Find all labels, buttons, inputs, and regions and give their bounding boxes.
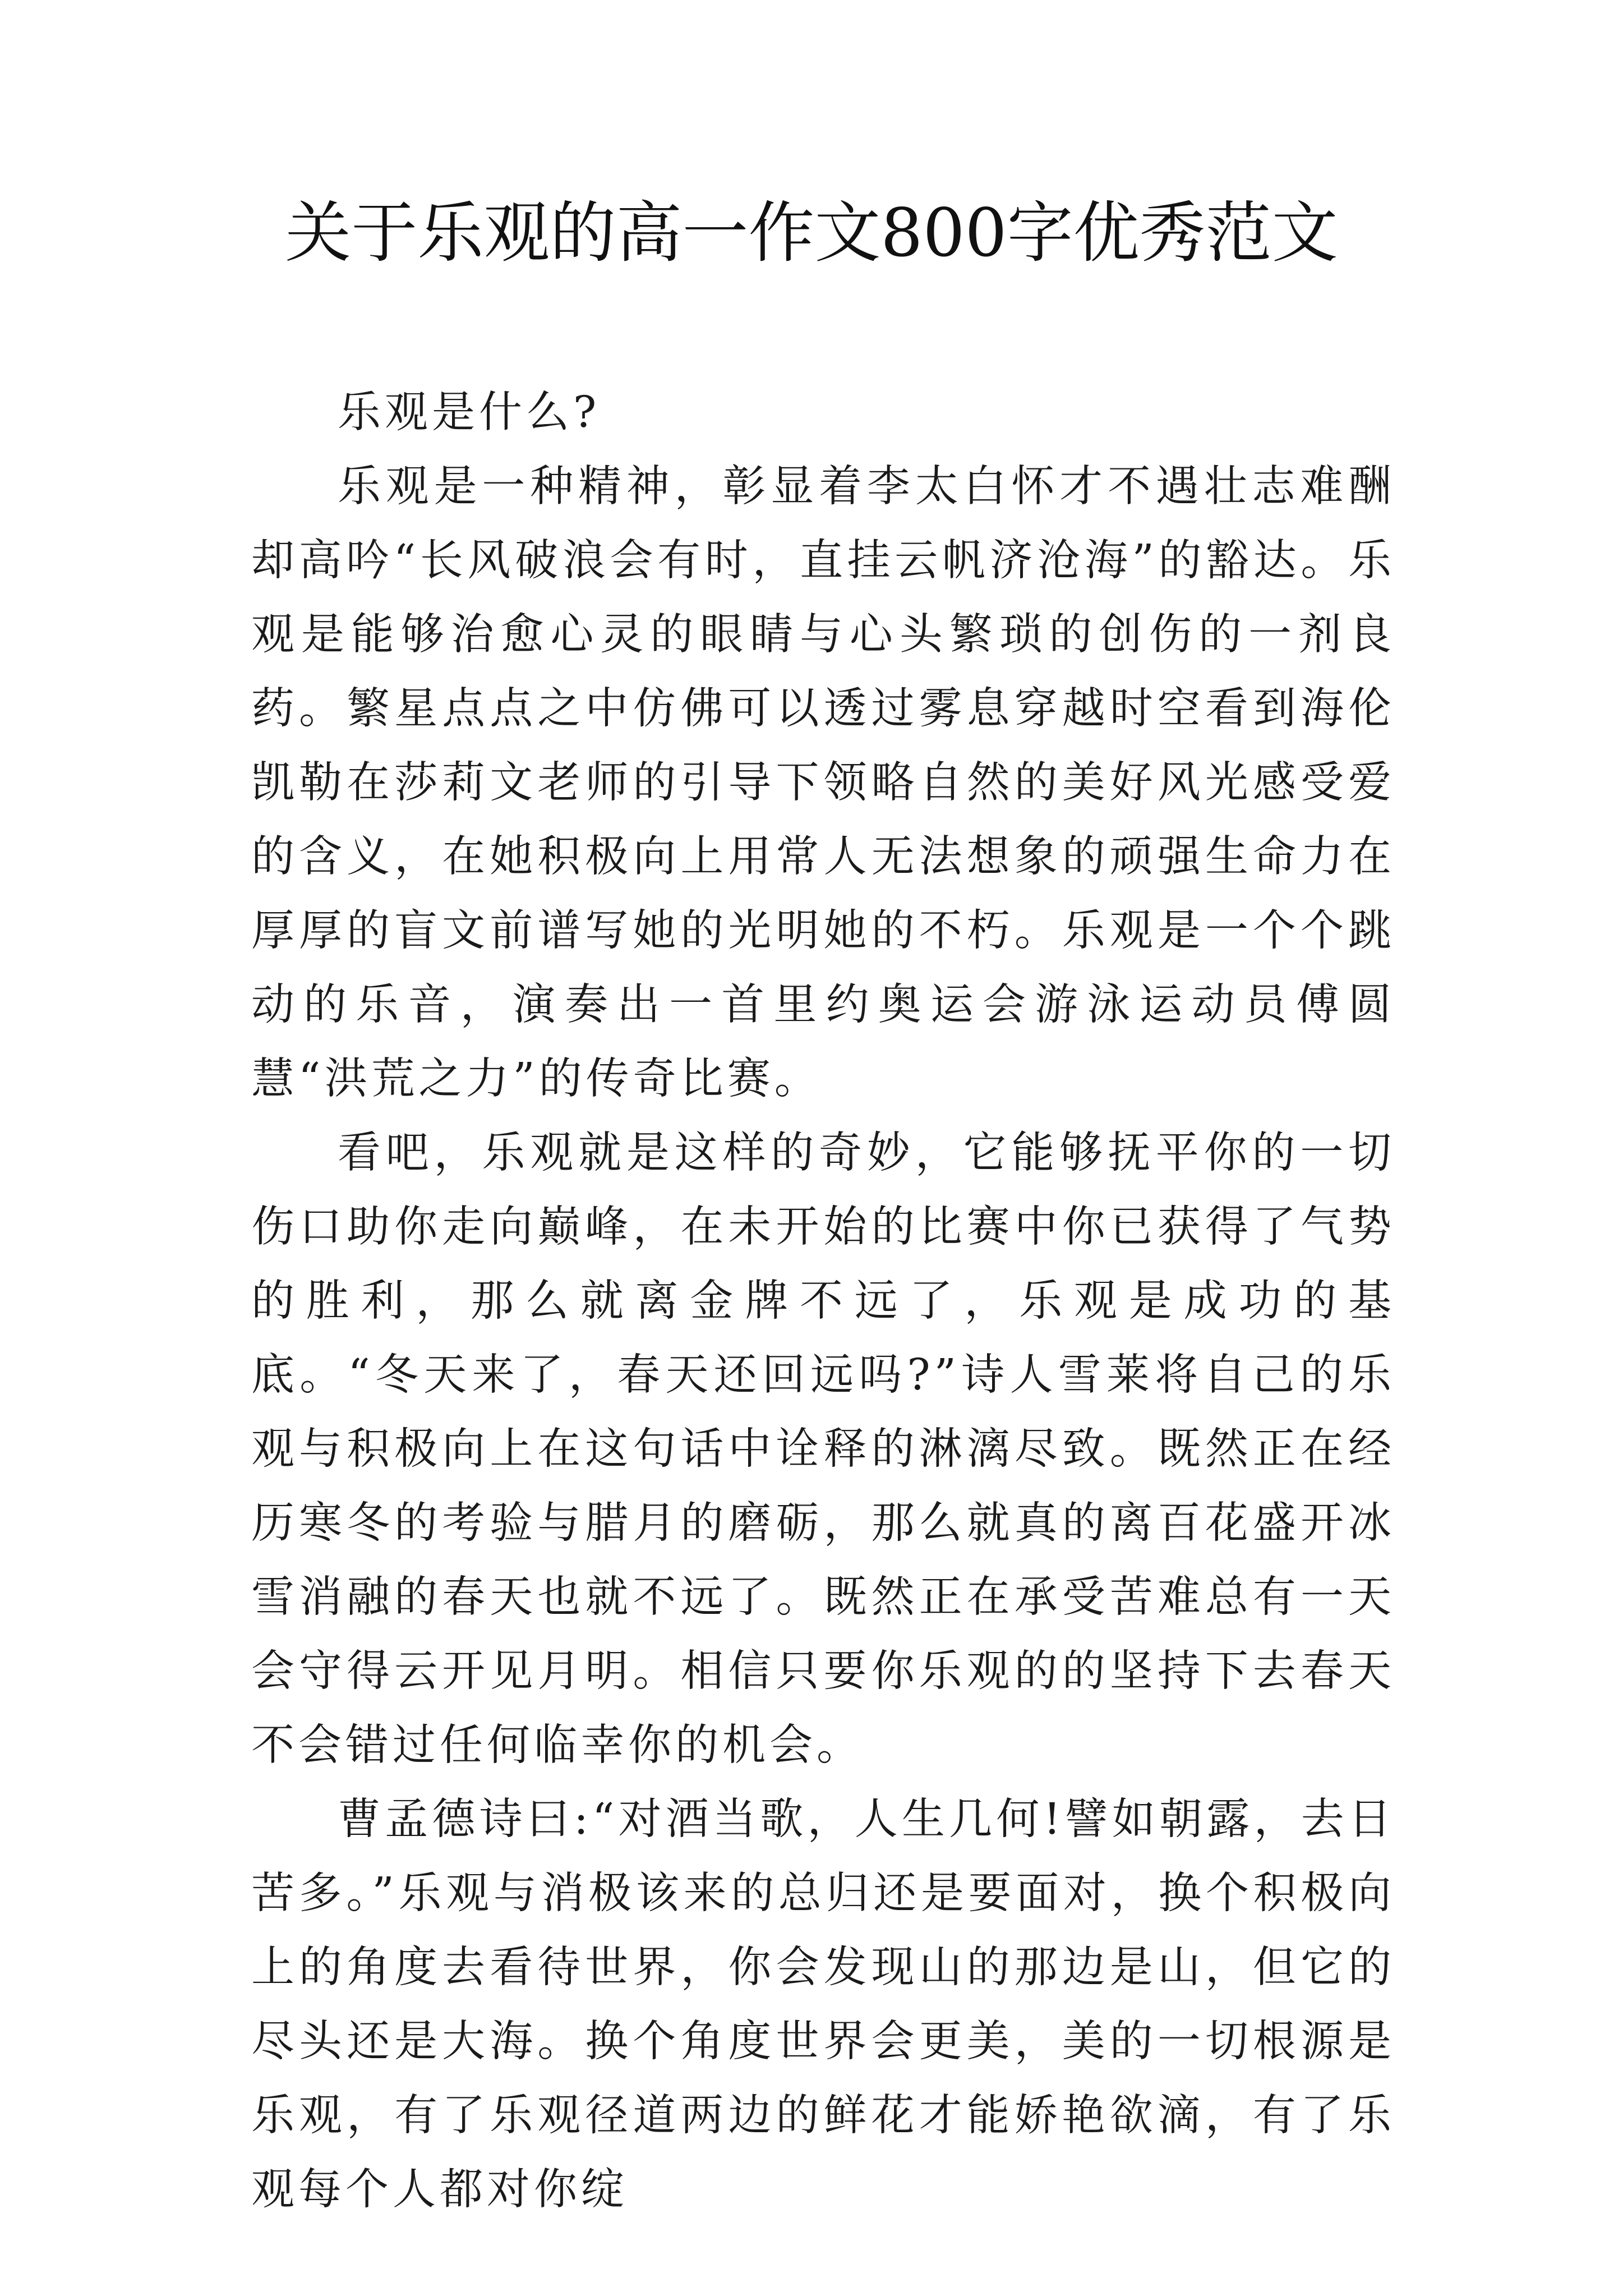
paragraph-definition: 乐观是一种精神，彰显着李太白怀才不遇壮志难酬却高吟“长风破浪会有时，直挂云帆济沧海”的豁达。乐观是能够治愈心灵的眼睛与心头繁琐的创伤的一剂良药。繁星点点之中仿佛可以透过雾息穿越时空看到海伦凯勒在莎莉文老师的引导下领略自然的美好风光感受爱的含义，在她积极向上用常人无法想象的顽强生命力在厚厚的盲文前谱写她的光明她的不朽。乐观是一个个跳动的乐音，演奏出一首里约奥运会游泳运动员傅圆慧“洪荒之力”的传奇比赛。: [251, 462, 1395, 1104]
paragraph-wonder: 看吧，乐观就是这样的奇妙，它能够抚平你的一切伤口助你走向巅峰，在未开始的比赛中你已获得了气势的胜利，那么就离金牌不远了，乐观是成功的基底。“冬天来了，春天还回远吗?”诗人雪莱将自己的乐观与积极向上在这句话中诠释的淋漓尽致。既然正在经历寒冬的考验与腊月的磨砺，那么就真的离百花盛开冰雪消融的春天也就不远了。既然正在承受苦难总有一天会守得云开见月明。相信只要你乐观的的坚持下去春天不会错过任何临幸你的机会。: [251, 1128, 1395, 1770]
paragraph-cao-mengde: 曹孟德诗曰:“对酒当歌，人生几何!譬如朝露，去日苦多。”乐观与消极该来的总归还是要面对，换个积极向上的角度去看待世界，你会发现山的那边是山，但它的尽头还是大海。换个角度世界会更美，美的一切根源是乐观，有了乐观径道两边的鲜花才能娇艳欲滴，有了乐观每个人都对你绽: [251, 1795, 1395, 2215]
paragraph-question: 乐观是什么?: [338, 388, 601, 438]
document-body: [251, 376, 1395, 2227]
document-title: 关于乐观的高一作文800字优秀范文: [285, 194, 1338, 272]
